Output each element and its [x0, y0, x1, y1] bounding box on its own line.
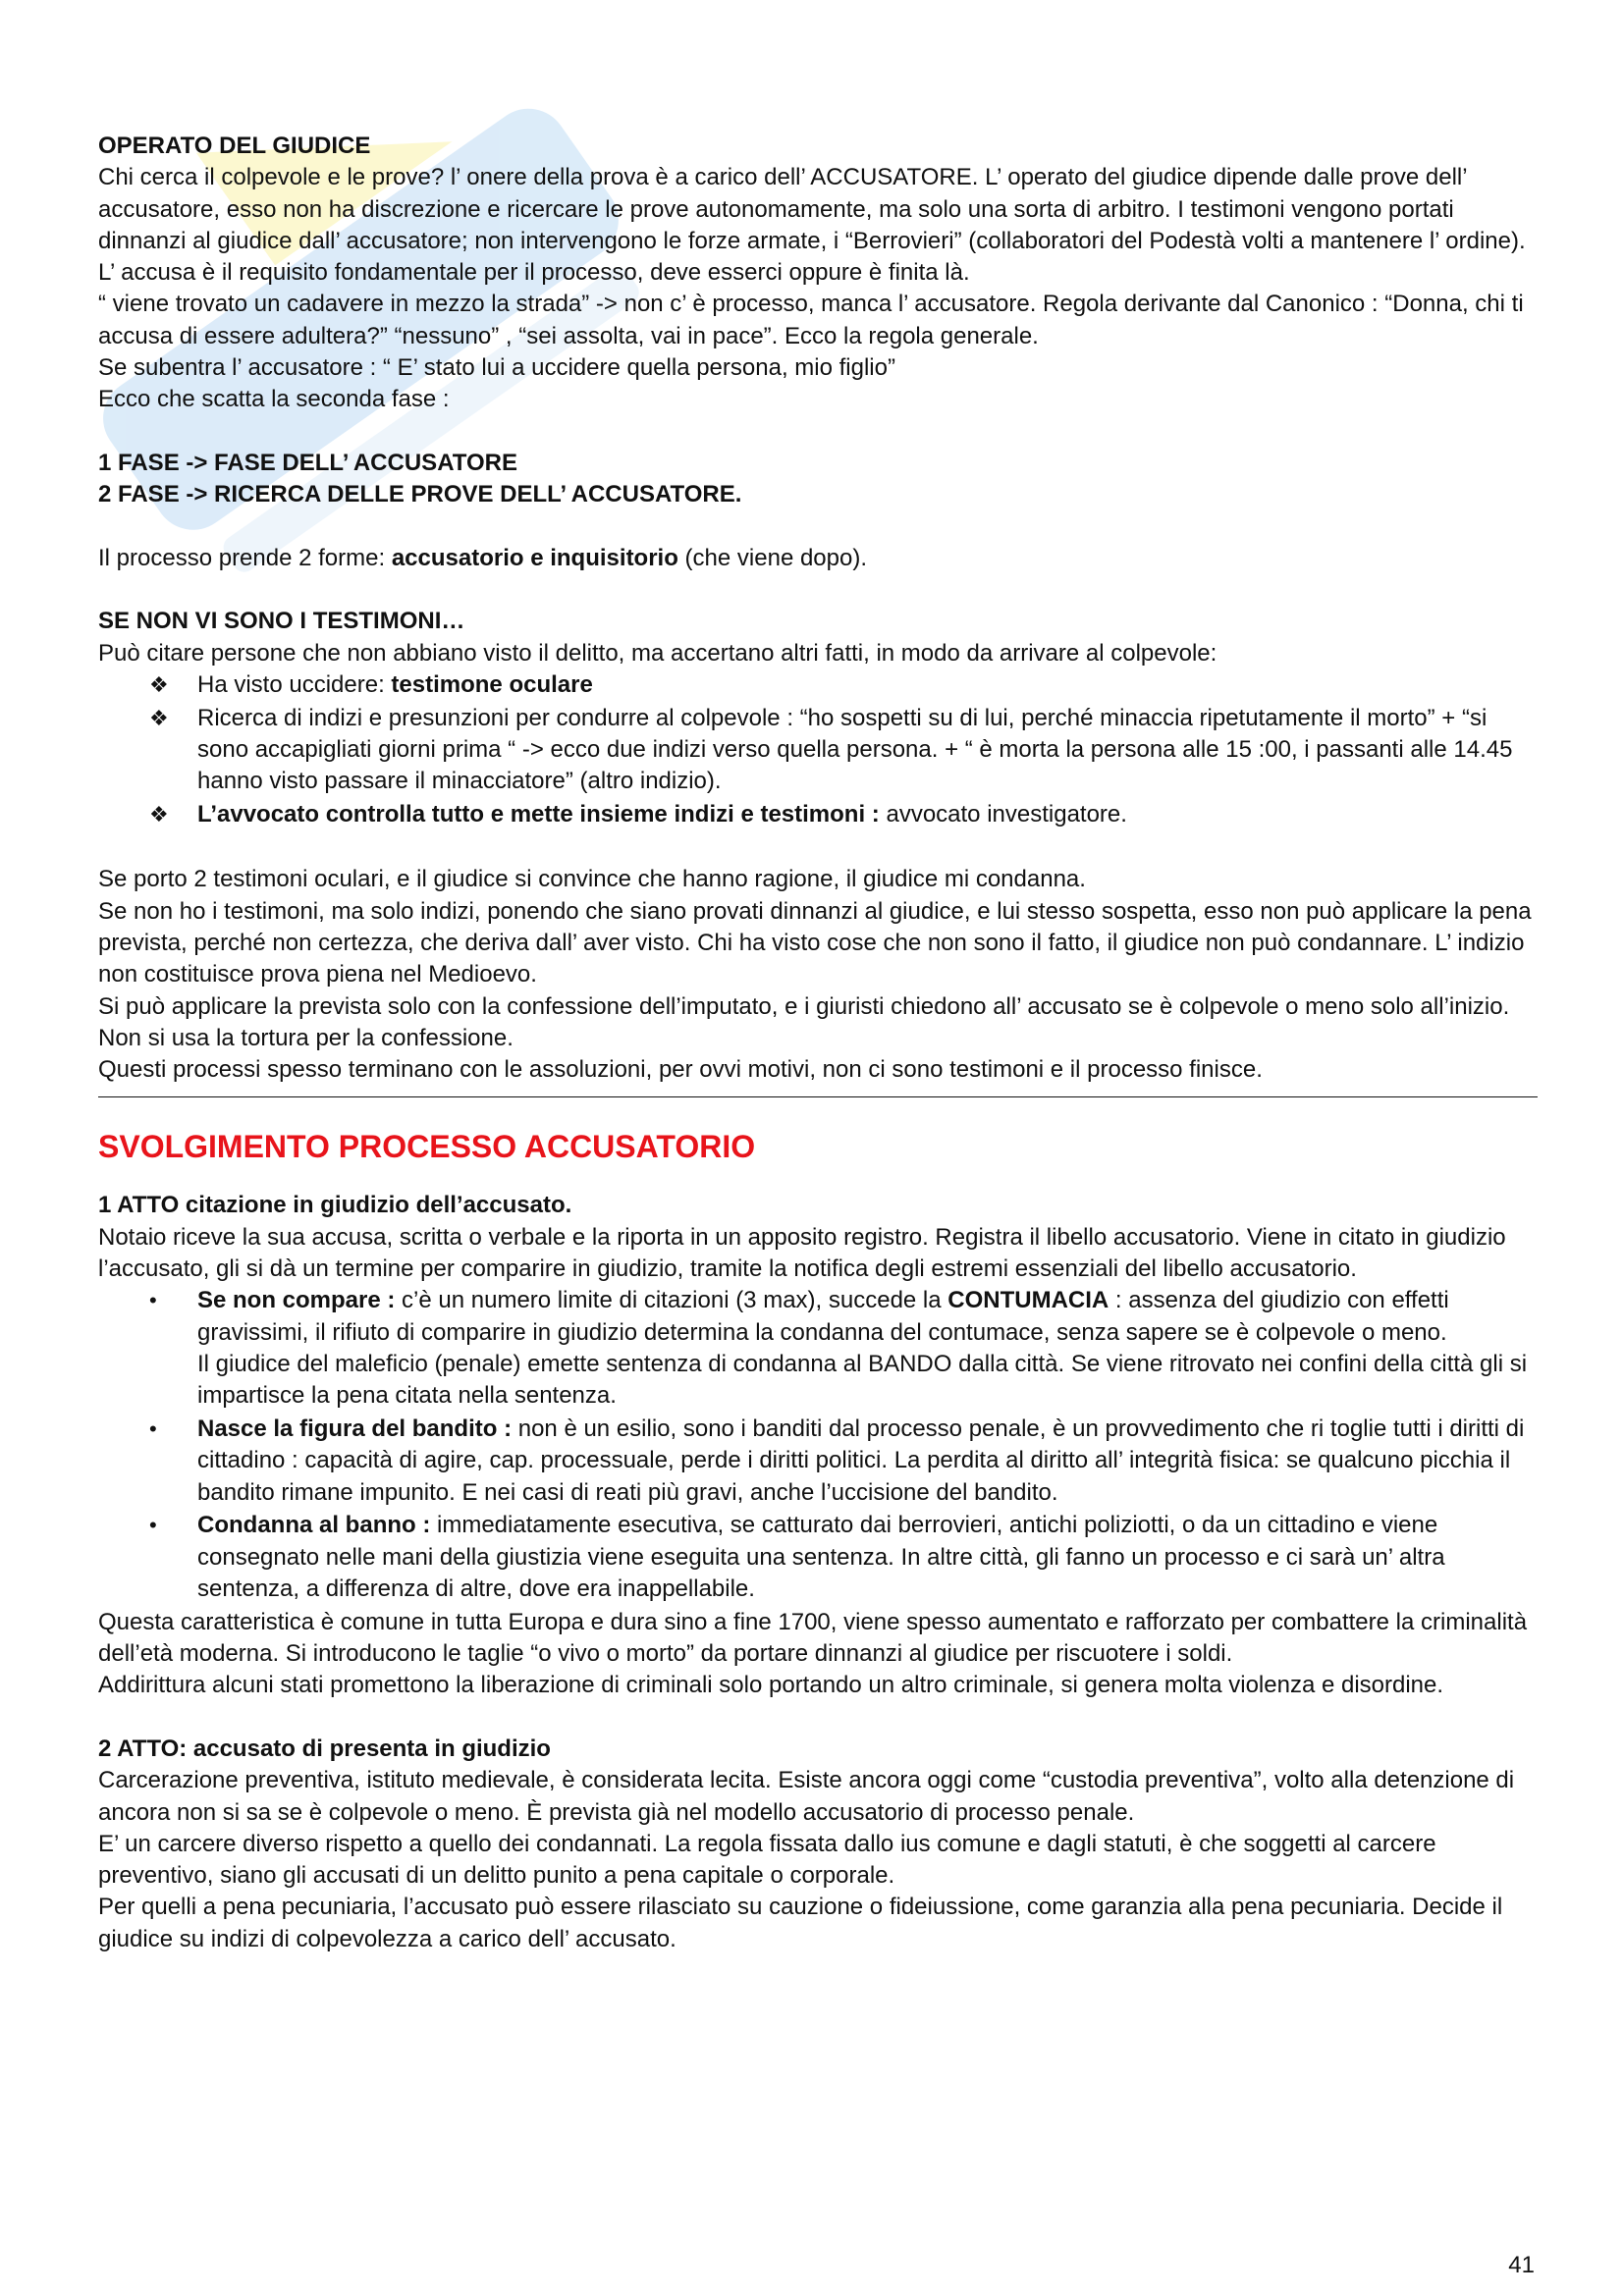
paragraph: Notaio riceve la sua accusa, scritta o verbale e la riporta in un apposito registro. Registra il libello accusatorio. Viene in citato in giudizio l’accusato, gli si dà un termine per comparire in giudizio, tramite la notifica degli estremi essenziali del libello accusatorio. — [98, 1223, 1506, 1282]
paragraph: Chi cerca il colpevole e le prove? l’ onere della prova è a carico dell’ ACCUSATORE. L’ operato del giudice dipende dalle prove dell’ accusatore, esso non ha discrezione e ricercare le prove autonomamente, ma solo una sorta di arbitro. I testimoni vengono portati dinnanzi al giudice dall’ accusatore; non intervengono le forze armate, i “Berrovieri” (collaboratori del Podestà volti a mantenere l’ ordine). — [98, 164, 1526, 254]
paragraph: Questa caratteristica è comune in tutta Europa e dura sino a fine 1700, viene spesso aumentato e rafforzato per combattere la criminalità dell’età moderna. Si introducono le taglie “o vivo o morto” da portare dinnanzi al giudice per riscuotere i soldi. — [98, 1608, 1528, 1668]
heading-operato: OPERATO DEL GIUDICE — [98, 133, 371, 159]
divider — [98, 1096, 1538, 1097]
paragraph: Si può applicare la prevista solo con la confessione dell’imputato, e i giuristi chiedono all’ accusato se è colpevole o meno solo all’inizio. Non si usa la tortura per la confessione. — [98, 992, 1510, 1051]
text-bold: Condanna al banno : — [197, 1512, 431, 1539]
text: Ricerca di indizi e presunzioni per condurre al colpevole : “ho sospetti su di lui, perché minaccia ripetutamente il morto” + “si sono accapigliati giorni prima “ -> ecco due indizi verso quella persona. + “ è morta la persona alle 15 :00, i passanti alle 14.45 hanno visto passare il minacciatore” (altro indizio). — [197, 704, 1513, 795]
bullet-icon: • — [149, 1513, 157, 1538]
text: Il processo prende 2 forme: — [98, 544, 392, 571]
paragraph: Per quelli a pena pecuniaria, l’accusato può essere rilasciato su cauzione o fideiussione, come garanzia alla pena pecuniaria. Decide il giudice su indizi di colpevolezza a carico dell’ accusato. — [98, 1894, 1503, 1952]
text: immediatamente esecutiva, se catturato dai berrovieri, antichi poliziotti, o da un cittadino e viene consegnato nelle mani della giustizia viene eseguita una sentenza. In altre città, gli fanno un processo e ci sarà un’ altra sentenza, a differenza di altre, dove era inappellabile. — [197, 1512, 1445, 1602]
paragraph: Può citare persone che non abbiano visto il delitto, ma accertano altri fatti, in modo da arrivare al colpevole: — [98, 639, 1217, 667]
text: Ha visto uccidere: — [197, 671, 392, 699]
paragraph: Se non ho i testimoni, ma solo indizi, ponendo che siano provati dinnanzi al giudice, e lui stesso sospetta, esso non può applicare la pena prevista, perché non certezza, che deriva dall’ aver visto. Chi ha visto cose che non sono il fatto, il giudice non può condannare. L’ indizio non costituisce prova piena nel Medioevo. — [98, 897, 1532, 988]
text: Il giudice del maleficio (penale) emette sentenza di condanna al BANDO dalla città. Se viene ritrovato nei confini della città gli si impartisce la pena citata nella sentenza. — [197, 1350, 1528, 1410]
list-item — [98, 1510, 1540, 1605]
paragraph: L’ accusa è il requisito fondamentale per il processo, deve esserci oppure è finita là. — [98, 259, 970, 287]
paragraph: “ viene trovato un cadavere in mezzo la strada” -> non c’ è processo, manca l’ accusatore. Regola derivante dal Canonico : “Donna, chi ti accusa di essere adultera?” “nessuno” , “sei assolta, vai in pace”. Ecco la regola generale. — [98, 291, 1524, 349]
paragraph: Se subentra l’ accusatore : “ E’ stato lui a uccidere quella persona, mio figlio” — [98, 354, 895, 382]
text: : assenza del giudizio con effetti gravissimi, il rifiuto di comparire in giudizio determina la condanna del contumace, senza sapere se è colpevole o meno. — [197, 1287, 1449, 1346]
list-item — [98, 1414, 1540, 1509]
text-bold: CONTUMACIA — [947, 1287, 1109, 1314]
text-bold: Se non compare : — [197, 1287, 396, 1314]
paragraph: E’ un carcere diverso rispetto a quello dei condannati. La regola fissata dallo ius comune e dagli statuti, è che soggetti al carcere preventivo, siano gli accusati di un delitto punito a pena capitale o corporale. — [98, 1830, 1436, 1890]
bullet-icon: • — [149, 1288, 157, 1313]
diamond-bullet-icon: ❖ — [149, 672, 169, 698]
text-bold: L’avvocato controlla tutto e mette insieme indizi e testimoni : — [197, 801, 880, 828]
list-item — [98, 669, 1540, 701]
paragraph: Se porto 2 testimoni oculari, e il giudice si convince che hanno ragione, il giudice mi condanna. — [98, 866, 1086, 893]
phase-1: 1 FASE -> FASE DELL’ ACCUSATORE — [98, 449, 517, 476]
heading-testimoni: SE NON VI SONO I TESTIMONI… — [98, 608, 465, 635]
paragraph: Addirittura alcuni stati promettono la liberazione di criminali solo portando un altro criminale, si genera molta violenza e disordine. — [98, 1672, 1444, 1699]
heading-atto-2: 2 ATTO: accusato di presenta in giudizio — [98, 1735, 551, 1762]
bullet-list — [98, 1285, 1540, 1605]
text: avvocato investigatore. — [879, 801, 1127, 828]
paragraph: Ecco che scatta la seconda fase : — [98, 386, 450, 413]
diamond-list — [98, 669, 1540, 830]
text: non è un esilio, sono i banditi dal processo penale, è un provvedimento che ri toglie tutti i diritti di cittadino : capacità di agire, cap. processuale, perde i diritti politici. La perdita al diritto all’ integrità fisica: se qualcuno picchia il bandito rimane impunito. E nei casi di reati più gravi, anche l’uccisione del bandito. — [197, 1415, 1525, 1506]
page-number: 41 — [1508, 2252, 1535, 2278]
diamond-bullet-icon: ❖ — [149, 705, 169, 730]
bullet-icon: • — [149, 1415, 157, 1441]
diamond-bullet-icon: ❖ — [149, 802, 169, 828]
paragraph-forms — [98, 543, 1540, 574]
document-page — [98, 131, 1540, 1955]
text-bold: accusatorio e inquisitorio — [391, 544, 678, 571]
text: c’è un numero limite di citazioni (3 max), succede la — [395, 1287, 948, 1314]
list-item — [98, 703, 1540, 798]
heading-svolgimento: SVOLGIMENTO PROCESSO ACCUSATORIO — [98, 1129, 756, 1165]
phase-2: 2 FASE -> RICERCA DELLE PROVE DELL’ ACCUSATORE. — [98, 481, 742, 508]
text: (che viene dopo). — [677, 544, 868, 571]
text-bold: Nasce la figura del bandito : — [197, 1415, 513, 1442]
list-item — [98, 799, 1540, 830]
paragraph: Carcerazione preventiva, istituto medievale, è considerata lecita. Esiste ancora oggi come “custodia preventiva”, volto alla detenzione di ancora non si sa se è colpevole o meno. È prevista già nel modello accusatorio di processo penale. — [98, 1767, 1515, 1826]
list-item — [98, 1285, 1540, 1412]
text-bold: testimone oculare — [391, 671, 593, 699]
heading-atto-1: 1 ATTO citazione in giudizio dell’accusato. — [98, 1192, 572, 1219]
paragraph: Questi processi spesso terminano con le assoluzioni, per ovvi motivi, non ci sono testimoni e il processo finisce. — [98, 1056, 1263, 1084]
